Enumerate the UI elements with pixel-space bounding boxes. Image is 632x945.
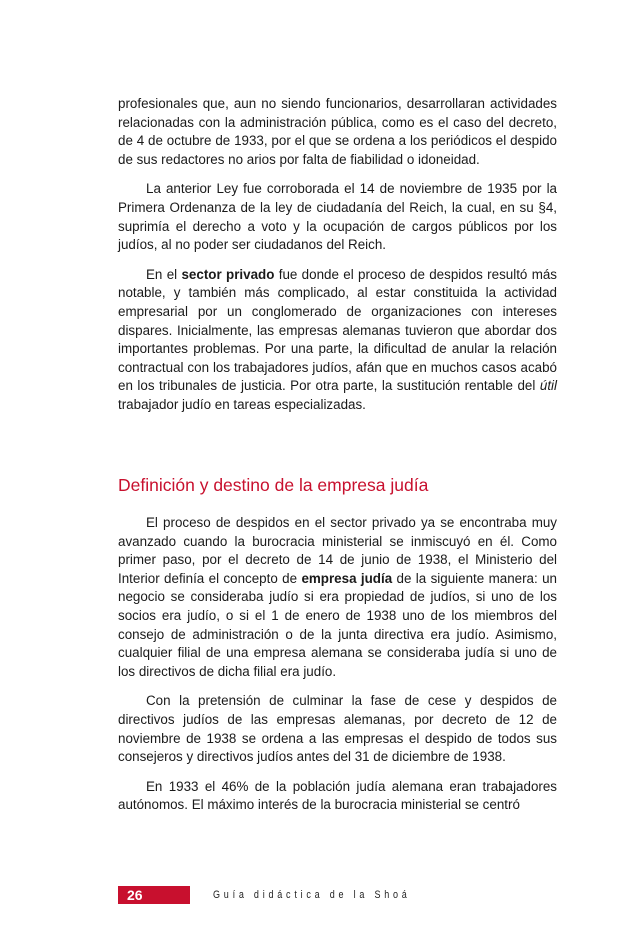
paragraph xyxy=(118,180,557,254)
paragraph xyxy=(118,266,557,415)
page-number-badge xyxy=(118,886,190,904)
paragraph-gap xyxy=(118,255,557,266)
paragraph xyxy=(118,95,557,169)
text-run: La anterior Ley fue corroborada el 14 de noviembre de 1935 por la Primera Ordenanza de la ley de ciudadanía del Reich, la cual, en su §4, suprimía el derecho a voto y la ocupación de cargos públicos por los judíos, al no poder ser ciudadanos del Reich. xyxy=(118,181,557,253)
bold-term: sector privado xyxy=(181,266,275,282)
paragraph-gap xyxy=(118,169,557,180)
text-run: fue donde el proceso de despidos resultó más notable, y también más complicado, al estar constituida la actividad empresarial por un conglomerado de organizaciones con intereses dispares. Inicialmente, las empresas alemanas tuvieron que abordar dos importantes problemas. Por una parte, la dificultad de anular la relación contractual con los trabajadores judíos, afán que en muchos casos acabó en los tribunales de justicia. Por otra parte, la sustitución rentable del xyxy=(118,266,557,394)
text-run: El proceso de despidos en el sector privado ya se encontraba muy avanzado cuando la burocracia ministerial se inmiscuyó en él. Como primer paso, por el decreto de 14 de junio de 1938, el Ministerio del Interior definía el concepto de xyxy=(118,515,557,586)
text-run: trabajador judío en tareas especializadas. xyxy=(118,396,366,412)
body-text-block-2 xyxy=(118,514,557,815)
paragraph xyxy=(118,692,557,766)
bold-term: empresa judía xyxy=(301,570,393,586)
text-run: de la siguiente manera: un negocio se consideraba judío si era propiedad de judíos, si uno de los socios era judío, o si el 1 de enero de 1938 uno de los miembros del consejo de administración o de la junta directiva era judío. Asimismo, cualquier filial de una empresa alemana se consideraba judía si uno de los directivos de dicha filial era judío. xyxy=(118,570,557,679)
section-heading: Definición y destino de la empresa judía xyxy=(118,475,429,495)
text-run: Con la pretensión de culminar la fase de cese y despidos de directivos judíos de las empresas alemanas, por decreto de 12 de noviembre de 1938 se ordena a las empresas el despido de todos sus consejeros y directivos judíos antes del 31 de diciembre de 1938. xyxy=(118,693,557,765)
text-run: profesionales que, aun no siendo funcionarios, desarrollaran actividades relacionadas con la administración pública, como es el caso del decreto, de 4 de octubre de 1933, por el que se ordena a los periódicos el despido de sus redactores no arios por falta de fiabilidad o idoneidad. xyxy=(118,96,557,167)
paragraph xyxy=(118,778,557,815)
italic-term: útil xyxy=(539,378,557,394)
paragraph-gap xyxy=(118,681,557,692)
text-run: En el xyxy=(146,266,182,282)
text-run: En 1933 el 46% de la población judía alemana eran trabajadores autónomos. El máximo interés de la burocracia ministerial se centró xyxy=(118,778,557,813)
running-footer-title: Guía didáctica de la Shoá xyxy=(213,889,411,901)
paragraph-gap xyxy=(118,767,557,778)
paragraph xyxy=(118,514,557,681)
body-text-block-1 xyxy=(118,95,557,415)
page-number: 26 xyxy=(127,887,143,903)
